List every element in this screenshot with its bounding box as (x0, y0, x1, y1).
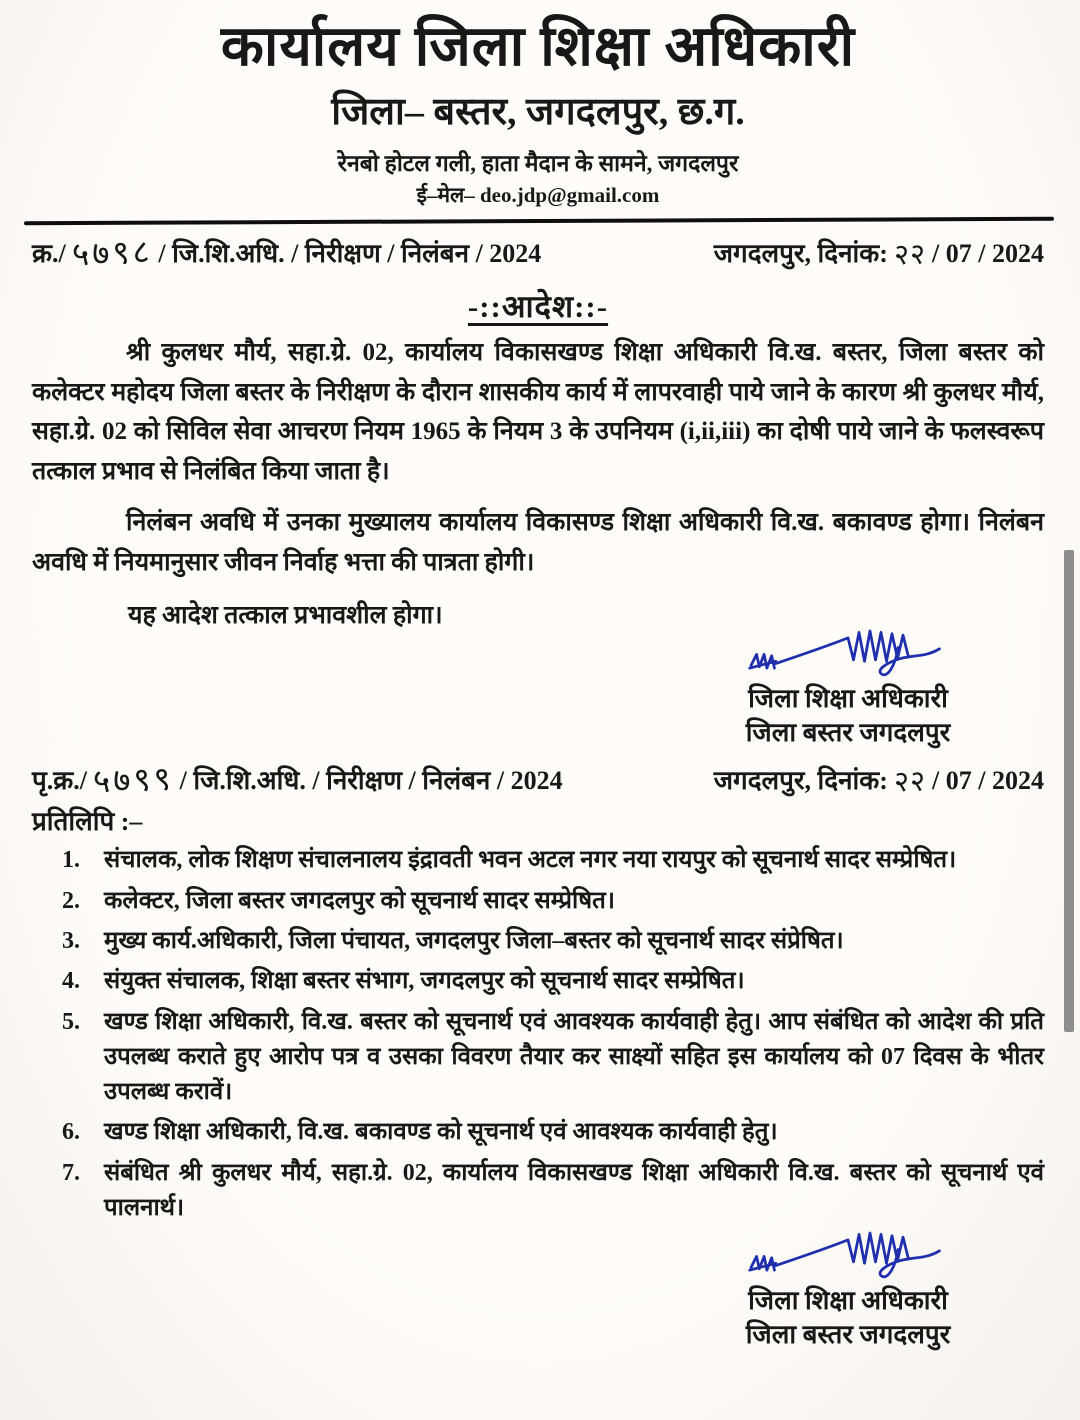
copy-text: खण्ड शिक्षा अधिकारी, वि.ख. बकावण्ड को सूचनार्थ एवं आवश्यक कार्यवाही हेतु। (104, 1119, 778, 1146)
ref-number-left-2 (32, 758, 563, 801)
scrollbar-thumb[interactable] (1064, 550, 1074, 1032)
ref2-date-handwritten: २२ (893, 765, 927, 799)
copies-label: प्रतिलिपि :– (32, 807, 143, 837)
copy-text: कलेक्टर, जिला बस्तर जगदलपुर को सूचनार्थ सादर सम्प्रेषित। (104, 887, 615, 914)
order-paragraph-1: श्री कुलधर मौर्य, सहा.ग्रे. 02, कार्यालय विकासखण्ड शिक्षा अधिकारी वि.ख. बस्तर, जिला बस्तर को कलेक्टर महोदय जिला बस्तर के निरीक्षण के दौरान शासकीय कार्य में लापरवाही पाये जाने के कारण श्री कुलधर मौर्य, सहा.ग्रे. 02 को सिविल सेवा आचरण नियम 1965 के नियम 3 के उपनियम (i,ii,iii) का दोषी पाये जाने के फलस्वरूप तत्काल प्रभाव से निलंबित किया जाता है। (32, 339, 1044, 485)
header-divider (24, 216, 1054, 224)
letterhead (32, 12, 1044, 209)
order-paragraph-3: यह आदेश तत्काल प्रभावशील होगा। (128, 602, 443, 630)
signatory-district: जिला बस्तर जगदलपुर (745, 717, 951, 747)
copy-item-4 (62, 964, 1044, 999)
ref1-suffix: / जि.शि.अधि. / निरीक्षण / निलंबन / 2024 (158, 238, 542, 268)
order-paragraph-2: निलंबन अवधि में उनका मुख्यालय कार्यालय विकासण्ड शिक्षा अधिकारी वि.ख. बकावण्ड होगा। निलंबन अवधि में नियमानुसार जीवन निर्वाह भत्ता की पात्रता होगी। (32, 509, 1044, 576)
signature-block-2 (678, 1222, 1018, 1352)
copy-item-6 (62, 1115, 1044, 1150)
copies-list (32, 843, 1044, 1226)
ref2-suffix: / जि.शि.अधि. / निरीक्षण / निलंबन / 2024 (179, 765, 563, 795)
copy-number: 2. (62, 887, 80, 914)
copy-number: 3. (62, 928, 80, 954)
ref2-date-rest: / 07 / 2024 (932, 765, 1044, 795)
ref2-place-date-label: जगदलपुर, दिनांक: (713, 765, 888, 795)
org-subtitle: जिला– बस्तर, जगदलपुर, छ.ग. (331, 91, 745, 133)
copy-item-2 (62, 884, 1044, 919)
place-date-2 (714, 762, 1044, 800)
copy-item-1 (62, 843, 1044, 878)
signatory-title: जिला शिक्षा अधिकारी (748, 683, 948, 713)
copy-number: 6. (62, 1119, 80, 1146)
ref2-prefix: पृ.क्र./ (32, 765, 87, 795)
ref-number-left (32, 231, 541, 274)
copy-item-5 (62, 1005, 1044, 1111)
signature-block-1 (678, 620, 1018, 750)
ref1-place-date-label: जगदलपुर, दिनांक: (713, 238, 888, 268)
order-heading: -::आदेश::- (467, 289, 609, 325)
copy-number: 7. (62, 1159, 80, 1186)
copy-number: 1. (62, 847, 80, 874)
copy-text: खण्ड शिक्षा अधिकारी, वि.ख. बस्तर को सूचनार्थ एवं आवश्यक कार्यवाही हेतु। आप संबंधित को आदेश की प्रति उपलब्ध कराते हुए आरोप पत्र व उसका विवरण तैयार कर साक्ष्यों सहित इस कार्यालय को 07 दिवस के भीतर उपलब्ध करावें। (104, 1008, 1044, 1106)
copy-number: 5. (62, 1008, 80, 1035)
org-title: कार्यालय जिला शिक्षा अधिकारी (220, 16, 856, 78)
ref-line-1 (32, 231, 1044, 274)
copy-text: संबंधित श्री कुलधर मौर्य, सहा.ग्रे. 02, कार्यालय विकासखण्ड शिक्षा अधिकारी वि.ख. बस्तर को सूचनार्थ एवं पालनार्थ। (104, 1159, 1044, 1221)
copy-item-7 (62, 1156, 1044, 1227)
signatory-title: जिला शिक्षा अधिकारी (748, 1286, 948, 1316)
copy-item-3 (62, 924, 1044, 959)
ref1-number-handwritten: ५७९८ (71, 234, 154, 273)
copy-text: संचालक, लोक शिक्षण संचालनालय इंद्रावती भवन अटल नगर नया रायपुर को सूचनार्थ सादर सम्प्रेषित। (104, 847, 957, 874)
copy-number: 4. (62, 968, 80, 995)
ref1-prefix: क्र./ (32, 238, 66, 268)
place-date-1 (714, 235, 1044, 273)
copy-text: मुख्य कार्य.अधिकारी, जिला पंचायत, जगदलपुर जिला–बस्तर को सूचनार्थ सादर संप्रेषित। (104, 928, 844, 954)
signature-scribble-icon (693, 620, 1003, 686)
ref1-date-handwritten: २२ (893, 238, 927, 272)
ref-line-2 (32, 758, 1044, 801)
ref1-date-rest: / 07 / 2024 (932, 238, 1044, 268)
signatory-district: जिला बस्तर जगदलपुर (745, 1319, 951, 1349)
signature-scribble-icon (693, 1222, 1003, 1288)
org-email: ई–मेल– deo.jdp@gmail.com (416, 182, 660, 207)
ref2-number-handwritten: ५७९९ (92, 761, 175, 800)
org-address: रेनबो होटल गली, हाता मैदान के सामने, जगदलपुर (337, 150, 739, 176)
copy-text: संयुक्त संचालक, शिक्षा बस्तर संभाग, जगदलपुर को सूचनार्थ सादर सम्प्रेषित। (104, 968, 745, 995)
